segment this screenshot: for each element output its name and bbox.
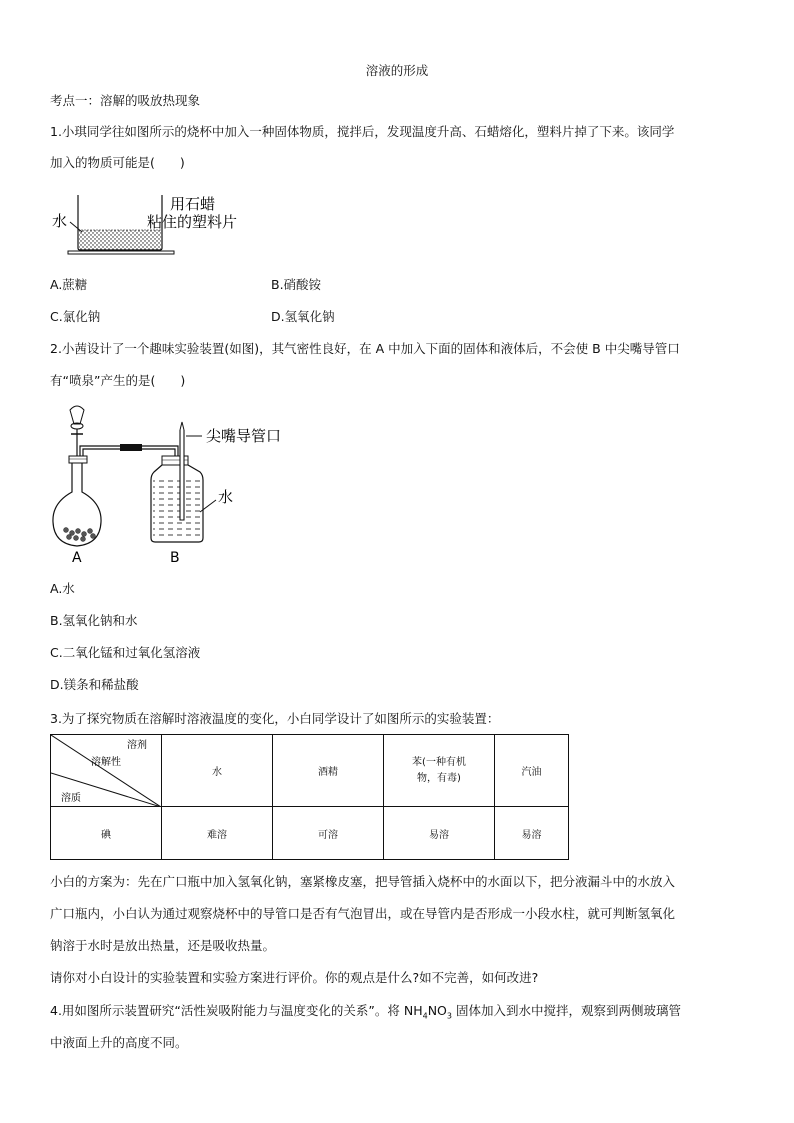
q4-line1-part-a: 4.用如图所示装置研究“活性炭吸附能力与温度变化的关系”。将 NH [50, 1003, 423, 1018]
q4-text-line1 [50, 1003, 681, 1025]
corner-solute: 溶质 [61, 793, 81, 804]
q4-text-line2: 中液面上升的高度不同。 [50, 1035, 188, 1050]
q3-text-line1: 3.为了探究物质在溶解时溶液温度的变化，小白同学设计了如图所示的实验装置： [50, 711, 500, 726]
q3-para3: 钠溶于水时是放出热量，还是吸收热量。 [50, 938, 276, 953]
q2-option-b: B.氢氧化钠和水 [50, 613, 138, 628]
q1-option-d: D.氢氧化钠 [271, 309, 335, 324]
section-heading: 考点一：溶解的吸放热现象 [50, 93, 201, 108]
q1-text-line2: 加入的物质可能是( ) [50, 155, 185, 170]
q3-para2: 广口瓶内，小白认为通过观察烧杯中的导管口是否有气泡冒出，或在导管内是否形成一小段水柱，就可判断氢氧化 [50, 906, 676, 921]
table-corner-cell [51, 735, 162, 807]
q1-text-line1: 1.小琪同学往如图所示的烧杯中加入一种固体物质，搅拌后，发现温度升高、石蜡熔化，塑料片掉了下来。该同学 [50, 124, 675, 139]
q1-option-c: C.氯化钠 [50, 309, 101, 324]
q2-fig-label-a: A [72, 550, 82, 565]
header-benzene [384, 735, 495, 807]
table-header-row [51, 735, 569, 807]
header-alcohol: 酒精 [273, 735, 384, 807]
table-row [51, 807, 569, 860]
cell-alcohol: 可溶 [273, 807, 384, 860]
q1-option-b: B.硝酸铵 [271, 277, 322, 292]
q2-fig-water-label: 水 [218, 488, 234, 506]
q2-fig-label-b: B [170, 550, 180, 565]
q1-fig-wax-label1: 用石蜡 [170, 195, 216, 213]
header-benzene-line2: 物，有毒) [417, 772, 461, 784]
page-title: 溶液的形成 [365, 63, 429, 78]
q4-line1-part-b: NO [427, 1003, 447, 1018]
q4-sub-4: 4 [422, 1011, 428, 1021]
row-label-iodine: 碘 [51, 807, 162, 860]
q3-para4: 请你对小白设计的实验装置和实验方案进行评价。你的观点是什么?如不完善，如何改进? [50, 970, 539, 985]
cell-gasoline: 易溶 [495, 807, 569, 860]
q2-text-line2: 有“喷泉”产生的是( ) [50, 373, 186, 388]
q1-option-a: A.蔗糖 [50, 277, 88, 292]
q1-fig-wax-label2: 粘住的塑料片 [147, 213, 238, 231]
q2-option-d: D.镁条和稀盐酸 [50, 677, 139, 692]
q2-text-line1: 2.小茜设计了一个趣味实验装置(如图)，其气密性良好，在 A 中加入下面的固体和液体后，不会使 B 中尖嘴导管口 [50, 341, 680, 356]
q2-option-c: C.二氧化锰和过氧化氢溶液 [50, 645, 201, 660]
q3-para1: 小白的方案为：先在广口瓶中加入氢氧化钠，塞紧橡皮塞，把导管插入烧杯中的水面以下，把分液漏斗中的水放入 [50, 874, 676, 889]
corner-solubility: 溶解性 [91, 757, 121, 768]
solubility-table [50, 734, 569, 860]
header-water: 水 [162, 735, 273, 807]
q1-beaker-figure [50, 190, 260, 260]
header-gasoline: 汽油 [495, 735, 569, 807]
q2-option-a: A.水 [50, 581, 75, 596]
cell-water: 难溶 [162, 807, 273, 860]
corner-solvent: 溶剂 [127, 740, 147, 751]
cell-benzene: 易溶 [384, 807, 495, 860]
q4-sub-3: 3 [446, 1011, 452, 1021]
q2-fig-nozzle-label: 尖嘴导管口 [206, 427, 282, 445]
q1-fig-water-label: 水 [52, 212, 68, 230]
q2-apparatus-figure [50, 400, 300, 565]
header-benzene-line1: 苯(一种有机 [412, 756, 466, 768]
q4-line1-part-c: 固体加入到水中搅拌，观察到两侧玻璃管 [452, 1003, 681, 1018]
